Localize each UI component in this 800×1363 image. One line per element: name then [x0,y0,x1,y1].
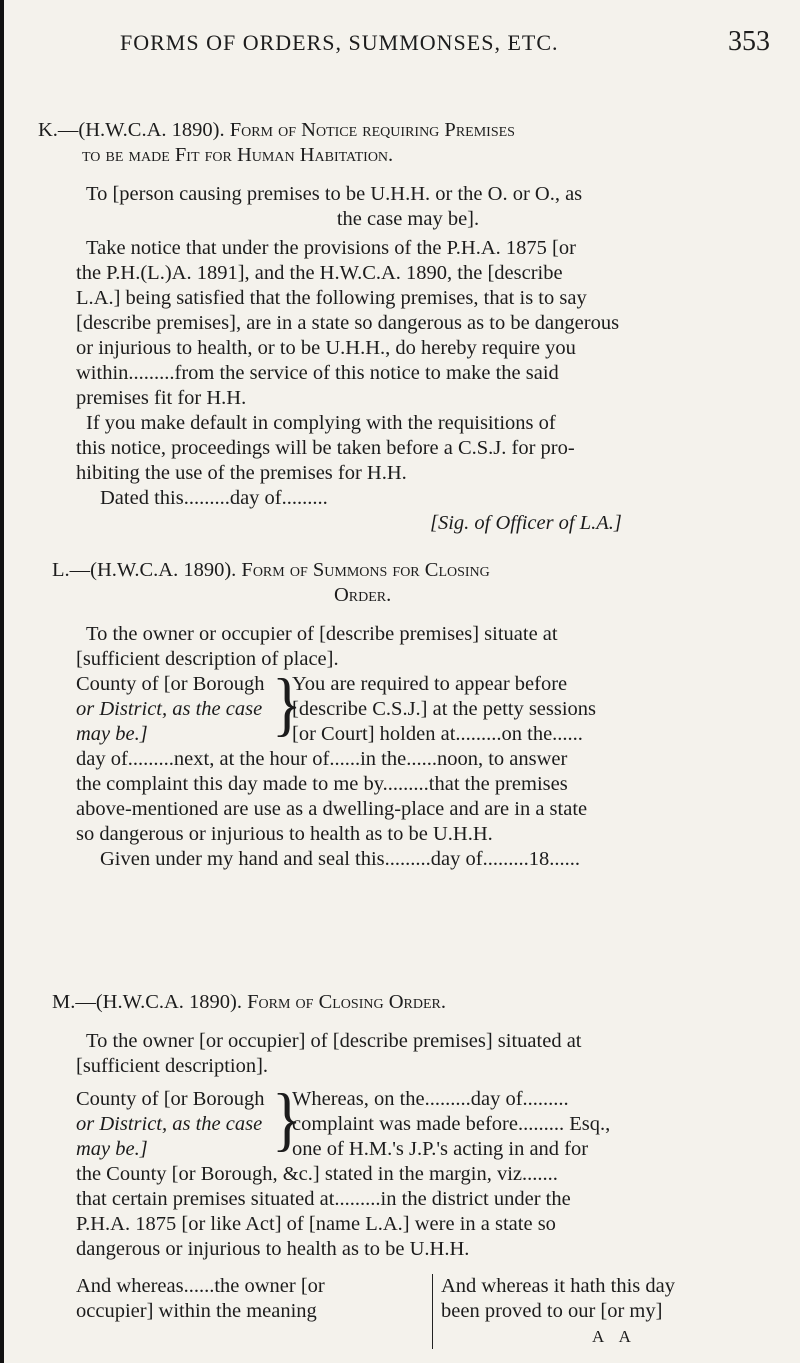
section-k-line: [describe premises], are in a state so dangerous as to be dangerous [76,312,620,334]
column-left-line: occupier] within the meaning [76,1300,317,1322]
section-k-heading: K.—(H.W.C.A. 1890). Form of Notice requiring Premises [38,119,515,141]
section-k-heading-2: to be made Fit for Human Habitation. [82,144,394,166]
section-l-brace-block [28,665,788,747]
brace-right-line: one of H.M.'s J.P.'s acting in and for [292,1138,589,1160]
page-number: 353 [728,26,770,57]
section-m-line: dangerous or injurious to health as to be U.H.H. [76,1238,470,1260]
column-right [432,1274,788,1349]
section-k-line: within.........from the service of this notice to make the said [76,362,559,384]
section-m-brace-block [28,1080,788,1162]
brace-glyph: } [272,1080,302,1159]
brace-right-line: [or Court] holden at.........on the...... [292,723,583,745]
section-l [28,558,788,872]
brace-left-line: or District, as the case [76,1113,263,1135]
column-right-line: And whereas it hath this day [441,1275,675,1297]
brace-right-line: [describe C.S.J.] at the petty sessions [292,698,597,720]
section-l-given: Given under my hand and seal this.........day of.........18...... [100,848,580,870]
column-left-line: And whereas......the owner [or [76,1275,325,1297]
section-k-line: L.A.] being satisfied that the following premises, that is to say [76,287,587,309]
section-l-line: day of.........next, at the hour of......in the......noon, to answer [76,748,568,770]
brace-left-line: may be.] [76,1138,148,1160]
section-l-line: so dangerous or injurious to health as to be U.H.H. [76,823,493,845]
page-edge [0,0,4,1363]
brace-right-line: You are required to appear before [292,673,568,695]
brace-left-line: or District, as the case [76,698,263,720]
section-k-line: If you make default in complying with the requisitions of [86,412,556,434]
section-l-heading: L.—(H.W.C.A. 1890). Form of Summons for Closing [52,559,490,581]
column-left [76,1274,432,1349]
section-m-heading: M.—(H.W.C.A. 1890). Form of Closing Order. [52,991,446,1013]
brace-right [292,672,788,747]
section-l-heading-2: Order. [334,584,392,606]
brace-left-line: County of [or Borough [76,673,265,695]
section-k-dated: Dated this.........day of......... [100,487,328,509]
running-head: FORMS OF ORDERS, SUMMONSES, ETC. [120,30,559,55]
brace-left-line: County of [or Borough [76,1088,265,1110]
section-l-line: the complaint this day made to me by.........that the premises [76,773,568,795]
signature-mark: A A [592,1327,637,1346]
section-m-two-columns [28,1274,788,1349]
brace-left-line: may be.] [76,723,148,745]
section-l-line: above-mentioned are use as a dwelling-place and are in a state [76,798,588,820]
section-m [28,990,788,1349]
brace-right-line: complaint was made before......... Esq., [292,1113,611,1135]
section-k-line: or injurious to health, or to be U.H.H., do hereby require you [76,337,576,359]
brace-left [76,672,266,747]
section-m-line: To the owner [or occupier] of [describe premises] situated at [86,1030,582,1052]
section-k-line: Take notice that under the provisions of the P.H.A. 1875 [or [86,237,576,259]
page-header [0,26,800,66]
section-m-line: [sufficient description]. [76,1055,269,1077]
section-l-line: [sufficient description of place]. [76,648,339,670]
brace-left [76,1087,266,1162]
section-l-line: To the owner or occupier of [describe premises] situate at [86,623,558,645]
section-k-line: the P.H.(L.)A. 1891], and the H.W.C.A. 1890, the [describe [76,262,563,284]
section-k-line: premises fit for H.H. [76,387,247,409]
brace-right-line: Whereas, on the.........day of......... [292,1088,569,1110]
section-k-signature: [Sig. of Officer of L.A.] [430,512,622,534]
section-k-line: the case may be]. [336,208,480,230]
section-m-line: P.H.A. 1875 [or like Act] of [name L.A.] were in a state so [76,1213,556,1235]
section-k [28,118,788,536]
brace-right [292,1087,788,1162]
section-m-line: that certain premises situated at.........in the district under the [76,1188,571,1210]
section-k-line: hibiting the use of the premises for H.H. [76,462,407,484]
brace-glyph: } [272,665,302,744]
section-k-line: this notice, proceedings will be taken before a C.S.J. for pro- [76,437,575,459]
column-right-line: been proved to our [or my] [441,1300,663,1322]
section-k-line: To [person causing premises to be U.H.H. or the O. or O., as [86,183,583,205]
section-m-line: the County [or Borough, &c.] stated in the margin, viz....... [76,1163,558,1185]
